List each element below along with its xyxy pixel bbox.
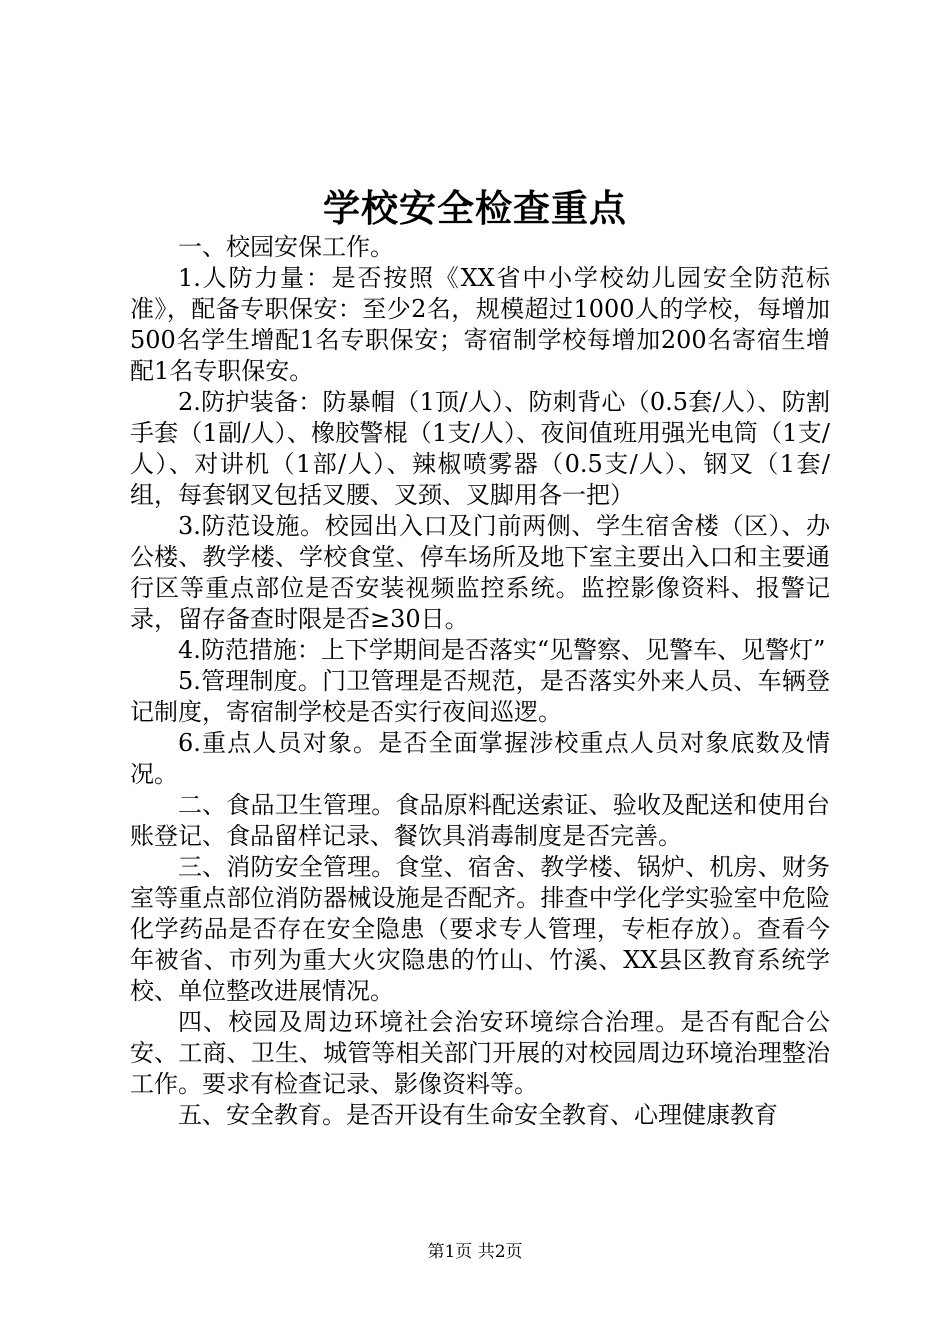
document-title: 学校安全检查重点 <box>323 186 627 230</box>
paragraph-equipment: 2.防护装备：防暴帽（1顶/人）、防刺背心（0.5套/人）、防割手套（1副/人）、橡胶警棍（1支/人）、夜间值班用强光电筒（1支/人）、对讲机（1部/人）、辣椒喷雾器（0.5支/人）、钢叉（1套/组，每套钢叉包括叉腰、叉颈、叉脚用各一把） <box>130 388 830 509</box>
paragraph-fire-safety: 三、消防安全管理。食堂、宿舍、教学楼、锅炉、机房、财务室等重点部位消防器械设施是否配齐。排查中学化学实验室中危险化学药品是否存在安全隐患（要求专人管理，专柜存放）。查看今年被省、市列为重大火灾隐患的竹山、竹溪、XX县区教育系统学校、单位整改进展情况。 <box>130 853 830 1005</box>
page-footer: 第1页 共2页 <box>427 1242 523 1262</box>
paragraph-facilities: 3.防范设施。校园出入口及门前两侧、学生宿舍楼（区）、办公楼、教学楼、学校食堂、停车场所及地下室主要出入口和主要通行区等重点部位是否安装视频监控系统。监控影像资料、报警记录，留存备查时限是否≥30日。 <box>130 512 830 633</box>
paragraph-measures: 4.防范措施：上下学期间是否落实“见警察、见警车、见警灯” <box>178 636 826 664</box>
paragraph-food-safety: 二、食品卫生管理。食品原料配送索证、验收及配送和使用台账登记、食品留样记录、餐饮具消毒制度是否完善。 <box>130 791 830 850</box>
paragraph-environment: 四、校园及周边环境社会治安环境综合治理。是否有配合公安、工商、卫生、城管等相关部门开展的对校园周边环境治理整治工作。要求有检查记录、影像资料等。 <box>130 1008 830 1098</box>
paragraph-key-persons: 6.重点人员对象。是否全面掌握涉校重点人员对象底数及情况。 <box>130 729 830 788</box>
paragraph-manpower: 1.人防力量：是否按照《XX省中小学校幼儿园安全防范标准》，配备专职保安：至少2名，规模超过1000人的学校，每增加500名学生增配1名专职保安；寄宿制学校每增加200名寄宿生增配1名专职保安。 <box>130 264 830 385</box>
paragraph-section-1-heading: 一、校园安保工作。 <box>178 233 394 261</box>
paragraph-education: 五、安全教育。是否开设有生命安全教育、心理健康教育 <box>178 1101 778 1129</box>
document-body <box>130 232 830 1131</box>
paragraph-management: 5.管理制度。门卫管理是否规范，是否落实外来人员、车辆登记制度，寄宿制学校是否实行夜间巡逻。 <box>130 667 830 726</box>
